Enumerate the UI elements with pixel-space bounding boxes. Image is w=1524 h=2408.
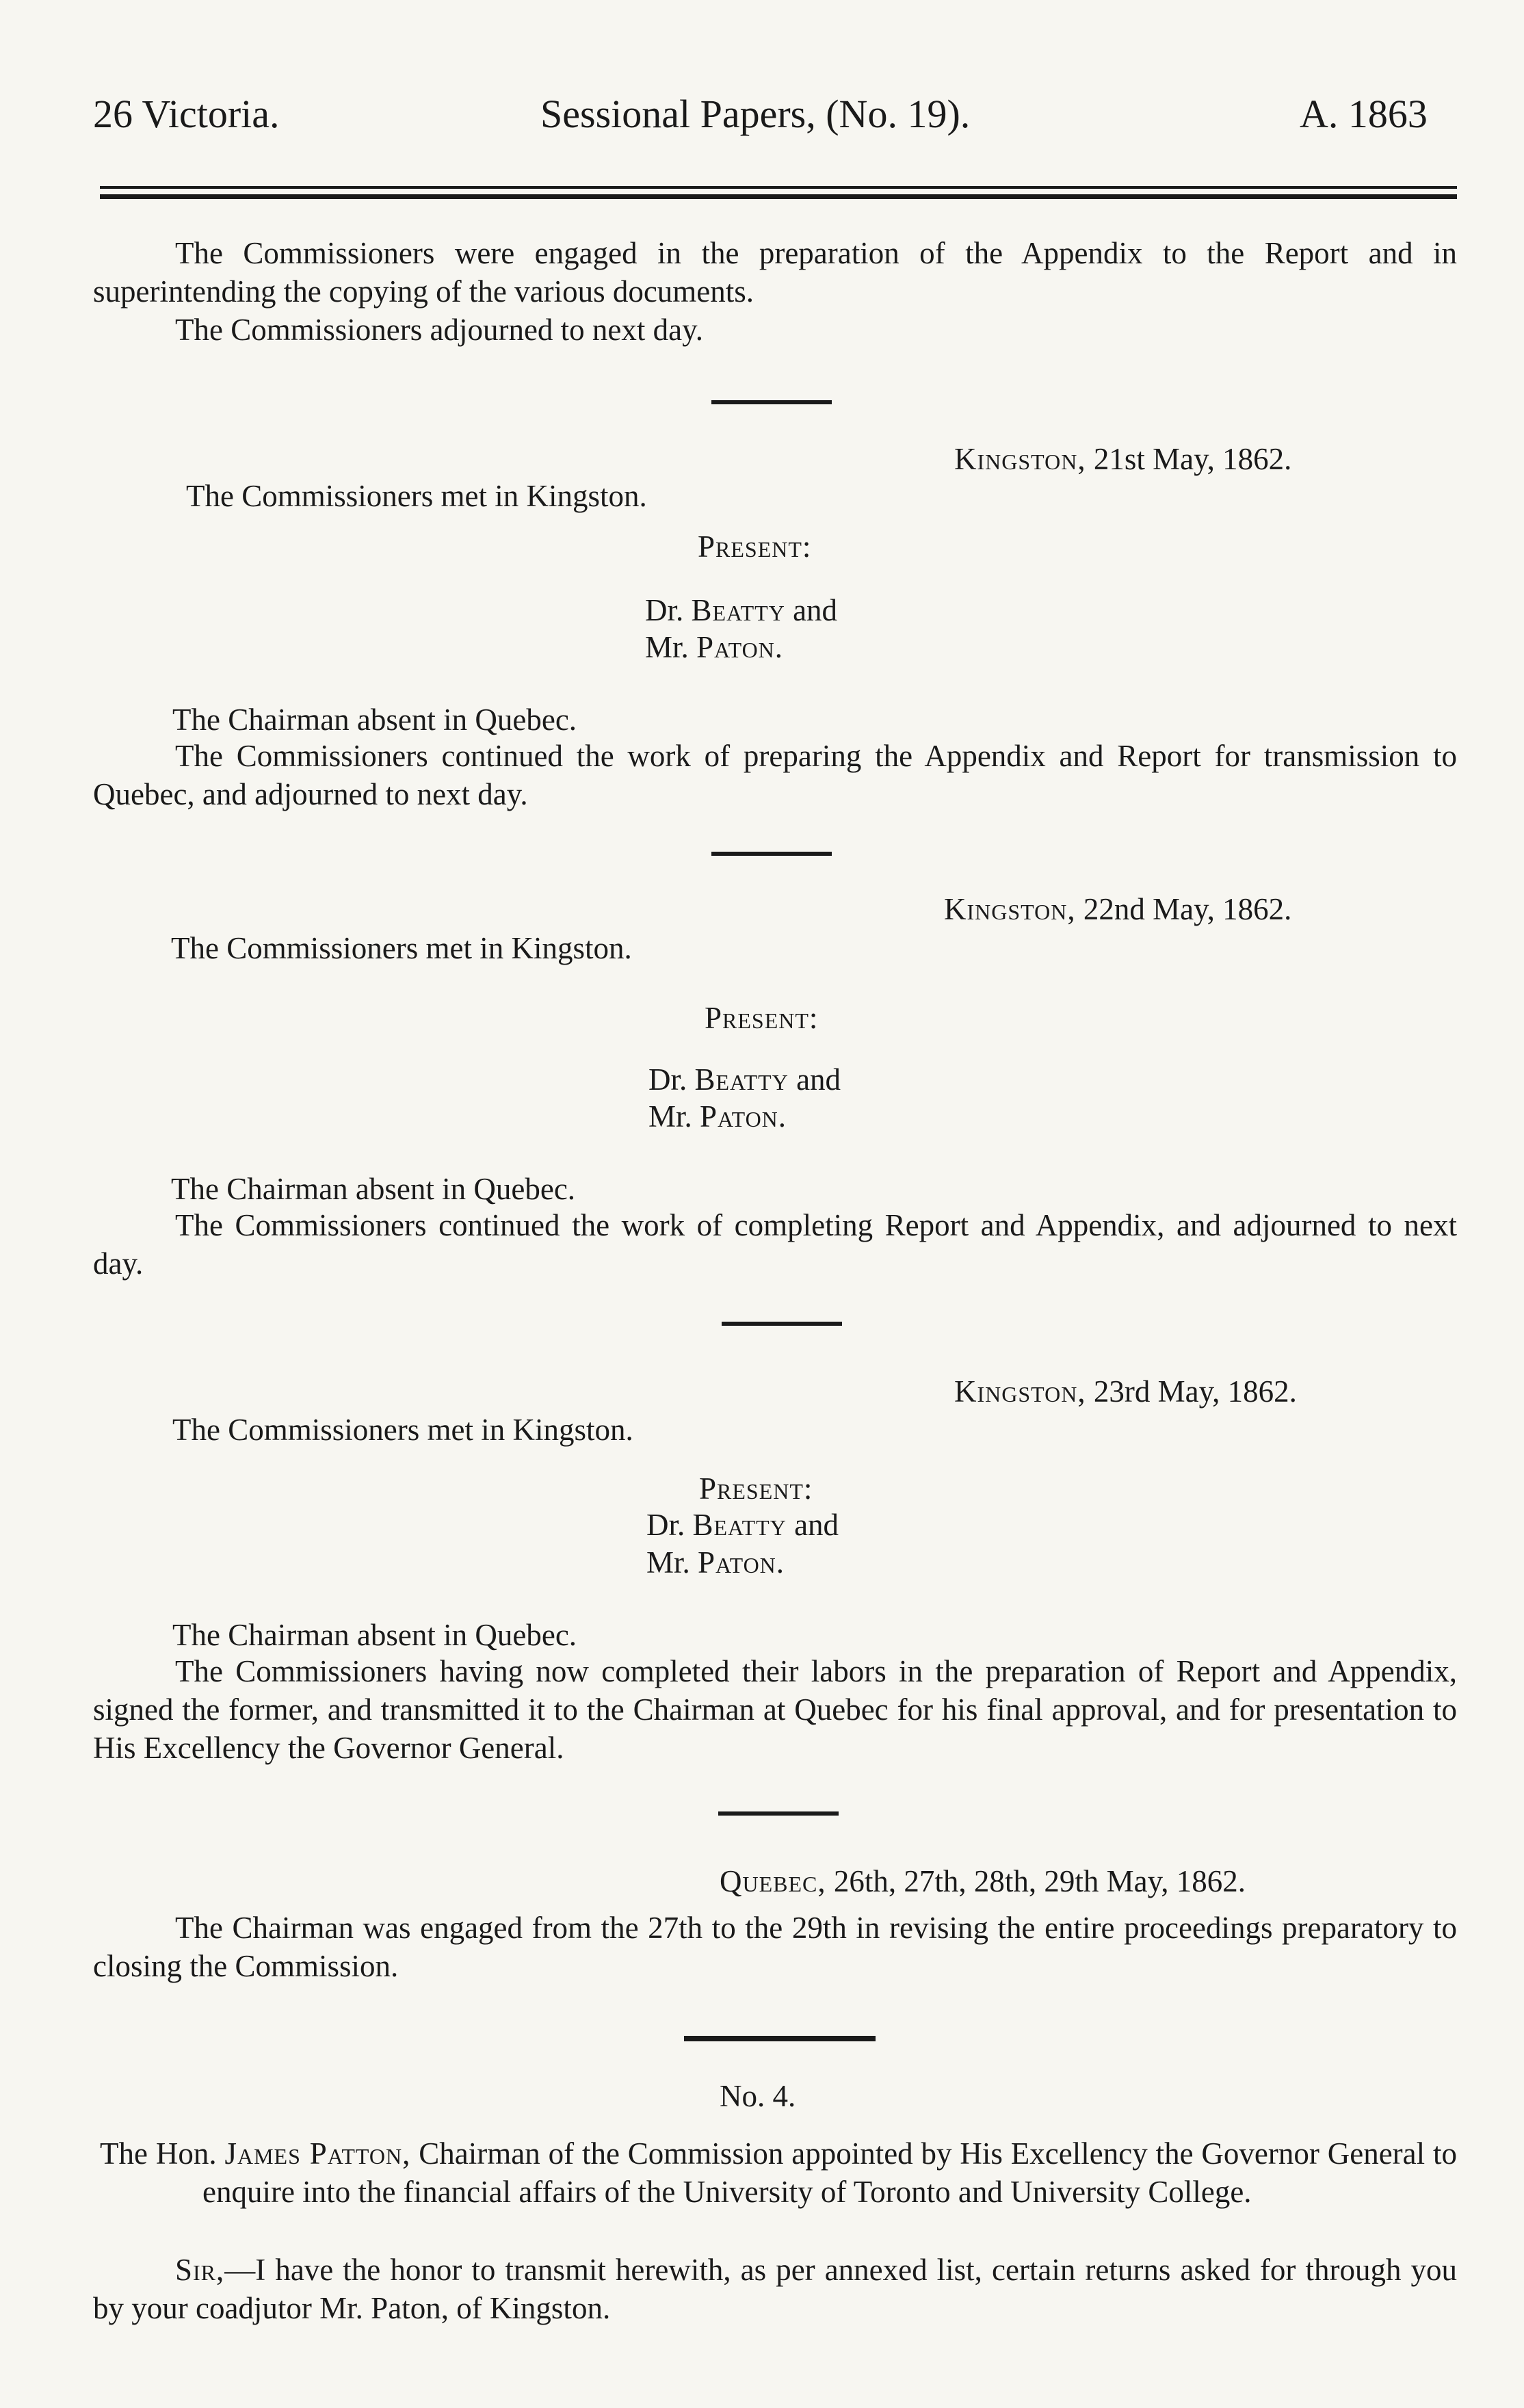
section-separator: [711, 852, 832, 856]
entry-date: 23rd May, 1862.: [1093, 1374, 1297, 1409]
member-line: [645, 628, 783, 666]
quebec-dateline: [720, 1862, 1246, 1900]
entry-body: The Commissioners continued the work of completing Report and Appendix, and adjourned to next day.: [93, 1208, 1457, 1281]
intro-paragraph: The Commissioners were engaged in the preparation of the Appendix to the Report and in superintending the copying of the various documents.: [93, 236, 1457, 309]
member-line: [648, 1060, 841, 1099]
member-title: Dr.: [646, 1508, 685, 1542]
address-prefix: The Hon.: [100, 2136, 217, 2171]
header-rule-thin: [100, 186, 1457, 189]
entry-met: The Commissioners met in Kingston.: [186, 479, 647, 513]
section-separator: [722, 1322, 842, 1326]
member-title: Mr.: [648, 1099, 692, 1134]
entry-dateline: [954, 1372, 1297, 1411]
entry-met: The Commissioners met in Kingston.: [172, 1413, 633, 1447]
present-heading: Present:: [705, 1001, 819, 1035]
member-name: Paton.: [696, 630, 784, 664]
member-name: Beatty: [694, 1062, 789, 1097]
member-and: and: [796, 1062, 841, 1097]
header-title: Sessional Papers, (No. 19).: [540, 92, 971, 136]
member-title: Dr.: [648, 1062, 687, 1097]
entry-dateline: [954, 440, 1291, 478]
entry-body: The Commissioners continued the work of preparing the Appendix and Report for transmission to Quebec, and adjourned to next day.: [93, 739, 1457, 811]
member-and: and: [793, 593, 838, 627]
entry-dateline: [944, 890, 1291, 928]
header-year: A. 1863: [1300, 92, 1428, 136]
letter-separator: [684, 2036, 876, 2041]
quebec-body: The Chairman was engaged from the 27th to the 29th in revising the entire proceedings preparatory to closing the Commission.: [93, 1911, 1457, 1983]
member-title: Dr.: [645, 593, 684, 627]
member-title: Mr.: [646, 1545, 690, 1580]
member-line: [645, 591, 837, 629]
member-and: and: [794, 1508, 839, 1542]
present-heading: Present:: [699, 1471, 813, 1506]
section-separator: [711, 400, 832, 404]
entry-place: Kingston,: [954, 1374, 1086, 1409]
header-rule-thick: [100, 194, 1457, 199]
member-name: Paton.: [698, 1545, 785, 1580]
letter-salutation: Sir,: [175, 2253, 225, 2287]
entry-met: The Commissioners met in Kingston.: [171, 931, 632, 965]
header-session: 26 Victoria.: [93, 92, 280, 136]
entry-absent: The Chairman absent in Quebec.: [172, 703, 577, 737]
quebec-date: 26th, 27th, 28th, 29th May, 1862.: [833, 1864, 1246, 1898]
intro-adjourned: The Commissioners adjourned to next day.: [175, 313, 703, 347]
address-rest: Chairman of the Commission appointed by His Excellency the Governor General to enquire into the financial affairs of the University of Toronto and University College.: [202, 2136, 1458, 2209]
member-line: [646, 1543, 785, 1582]
letter-body: [93, 2251, 1457, 2327]
entry-absent: The Chairman absent in Quebec.: [172, 1618, 577, 1652]
member-name: Beatty: [692, 1508, 787, 1542]
member-line: [646, 1506, 839, 1544]
section-separator: [718, 1811, 839, 1816]
member-name: Beatty: [691, 593, 785, 627]
entry-body: The Commissioners having now completed their labors in the preparation of Report and Appendix, signed the former, and transmitted it to the Chairman at Quebec for his final approval, and for presentation to His Excellency the Governor General.: [93, 1654, 1457, 1765]
entry-place: Kingston,: [944, 892, 1076, 926]
member-line: [648, 1097, 787, 1136]
present-heading: Present:: [698, 529, 812, 564]
entry-absent: The Chairman absent in Quebec.: [171, 1172, 576, 1206]
address-name: James Patton,: [224, 2136, 411, 2171]
letter-body-text: —I have the honor to transmit herewith, as per annexed list, certain returns asked for through you by your coadjutor Mr. Paton, of Kingston.: [93, 2253, 1457, 2325]
entry-place: Kingston,: [954, 442, 1086, 476]
member-name: Paton.: [700, 1099, 787, 1134]
member-title: Mr.: [645, 630, 689, 664]
letter-address: [100, 2134, 1457, 2211]
entry-date: 21st May, 1862.: [1093, 442, 1292, 476]
entry-date: 22nd May, 1862.: [1083, 892, 1292, 926]
letter-number: No. 4.: [720, 2079, 796, 2113]
quebec-place: Quebec,: [720, 1864, 826, 1898]
